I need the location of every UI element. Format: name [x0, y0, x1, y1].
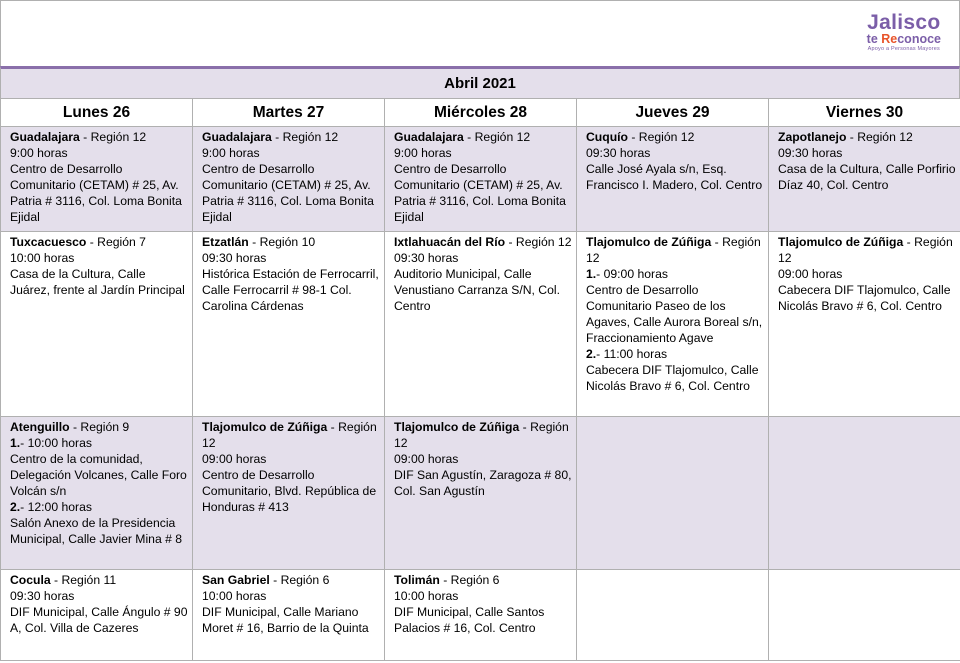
event-address: Cabecera DIF Tlajomulco, Calle Nicolás Bravo # 6, Col. Centro — [778, 283, 951, 313]
schedule-cell — [1, 232, 193, 417]
location-heading — [202, 129, 380, 145]
schedule-cell — [769, 232, 960, 417]
schedule-cell — [1, 417, 193, 570]
municipality-name: Tlajomulco de Zúñiga — [202, 420, 328, 434]
month-title: Abril 2021 — [0, 66, 960, 99]
event-address: Centro de Desarrollo Comunitario (CETAM) # 25, Av. Patria # 3116, Col. Loma Bonita Ejidal — [394, 162, 566, 224]
municipality-name: Guadalajara — [202, 130, 272, 144]
event-time: 09:00 horas — [202, 452, 267, 466]
schedule-cell — [1, 127, 193, 232]
municipality-name: San Gabriel — [202, 573, 270, 587]
region-label: - Región 10 — [248, 235, 316, 249]
schedule-cell — [193, 417, 385, 570]
event-time-value: - 09:00 horas — [596, 267, 668, 281]
event-address: DIF Municipal, Calle Santos Palacios # 16, Col. Centro — [394, 605, 545, 635]
event-time — [586, 346, 764, 362]
event-time-value: - 10:00 horas — [20, 436, 92, 450]
location-heading — [778, 129, 956, 145]
event-time: 09:00 horas — [394, 452, 459, 466]
location-heading — [10, 419, 188, 435]
region-label: - Región 12 — [586, 235, 761, 265]
jalisco-logo — [867, 13, 941, 53]
event-number: 2. — [10, 500, 21, 514]
schedule-cell — [769, 127, 960, 232]
location-heading — [394, 419, 572, 451]
location-heading — [394, 234, 572, 250]
municipality-name: Tlajomulco de Zúñiga — [778, 235, 904, 249]
region-label: - Región 6 — [439, 573, 500, 587]
region-label: - Región 9 — [69, 420, 130, 434]
event-address: Centro de Desarrollo Comunitario (CETAM) # 25, Av. Patria # 3116, Col. Loma Bonita Ejidal — [10, 162, 182, 224]
logo-subtitle: te Reconoce — [866, 32, 941, 46]
event-address: DIF Municipal, Calle Ángulo # 90 A, Col. Villa de Cazeres — [10, 605, 188, 635]
municipality-name: Cuquío — [586, 130, 628, 144]
event-time: 09:30 horas — [10, 589, 75, 603]
schedule-cell — [385, 417, 577, 570]
schedule-cell — [577, 570, 769, 661]
location-heading — [586, 234, 764, 266]
event-time-value: - 11:00 horas — [596, 347, 668, 361]
region-label: - Región 12 — [505, 235, 572, 249]
schedule-cell — [385, 232, 577, 417]
location-heading — [10, 572, 188, 588]
event-number: 1. — [10, 436, 21, 450]
region-label: - Región 12 — [778, 235, 953, 265]
event-time — [10, 435, 188, 451]
schedule-row — [1, 127, 960, 232]
event-time: 09:30 horas — [394, 251, 459, 265]
location-heading — [394, 572, 572, 588]
region-label: - Región 12 — [627, 130, 695, 144]
schedule-row — [1, 417, 960, 570]
event-time-value: - 12:00 horas — [20, 500, 92, 514]
schedule-cell — [193, 232, 385, 417]
region-label: - Región 12 — [271, 130, 339, 144]
event-time: 09:00 horas — [778, 267, 843, 281]
schedule-cell — [577, 232, 769, 417]
location-heading — [778, 234, 956, 266]
location-heading — [586, 129, 764, 145]
event-time — [586, 266, 764, 282]
event-address: Casa de la Cultura, Calle Porfirio Díaz 40, Col. Centro — [778, 162, 956, 192]
municipality-name: Zapotlanejo — [778, 130, 847, 144]
event-address: Centro de Desarrollo Comunitario (CETAM) # 25, Av. Patria # 3116, Col. Loma Bonita Ejidal — [202, 162, 374, 224]
region-label: - Región 12 — [79, 130, 147, 144]
schedule-cell — [577, 417, 769, 570]
event-time: 09:30 horas — [586, 146, 651, 160]
location-heading — [202, 419, 380, 451]
event-time: 9:00 horas — [394, 146, 452, 160]
event-address: DIF San Agustín, Zaragoza # 80, Col. San Agustín — [394, 468, 572, 498]
municipality-name: Ixtlahuacán del Río — [394, 235, 506, 249]
event-time: 10:00 horas — [202, 589, 267, 603]
event-number: 2. — [586, 347, 597, 361]
schedule-cell — [769, 570, 960, 661]
event-time: 10:00 horas — [10, 251, 75, 265]
event-time — [10, 499, 188, 515]
schedule-cell — [385, 127, 577, 232]
event-address: Histórica Estación de Ferrocarril, Calle Ferrocarril # 98-1 Col. Carolina Cárdenas — [202, 267, 379, 313]
schedule-cell — [577, 127, 769, 232]
municipality-name: Guadalajara — [394, 130, 464, 144]
municipality-name: Tlajomulco de Zúñiga — [394, 420, 520, 434]
day-header-row — [1, 99, 960, 127]
logo-tagline: Apoyo a Personas Mayores — [867, 46, 941, 52]
event-address: Salón Anexo de la Presidencia Municipal, Calle Javier Mina # 8 — [10, 516, 183, 546]
day-header-tuesday: Martes 27 — [193, 99, 385, 127]
event-time: 09:30 horas — [778, 146, 843, 160]
event-address: Centro de Desarrollo Comunitario, Blvd. República de Honduras # 413 — [202, 468, 377, 514]
event-time: 10:00 horas — [394, 589, 459, 603]
region-label: - Región 12 — [202, 420, 377, 450]
event-time: 9:00 horas — [202, 146, 260, 160]
region-label: - Región 7 — [86, 235, 146, 249]
municipality-name: Guadalajara — [10, 130, 80, 144]
event-address: Casa de la Cultura, Calle Juárez, frente al Jardín Principal — [10, 267, 185, 297]
region-label: - Región 11 — [50, 573, 117, 587]
region-label: - Región 12 — [463, 130, 531, 144]
event-address: Centro de Desarrollo Comunitario Paseo de los Agaves, Calle Aurora Boreal s/n, Fraccionamiento Agave — [586, 283, 763, 345]
event-address: Auditorio Municipal, Calle Venustiano Carranza S/N, Col. Centro — [394, 267, 560, 313]
header-bar — [0, 0, 960, 67]
location-heading — [10, 234, 188, 250]
schedule-cell — [193, 570, 385, 661]
schedule-cell — [1, 570, 193, 661]
schedule-table — [0, 98, 960, 661]
logo-title: Jalisco — [867, 11, 941, 34]
event-address: Calle José Ayala s/n, Esq. Francisco I. Madero, Col. Centro — [586, 162, 763, 192]
location-heading — [10, 129, 188, 145]
region-label: - Región 6 — [269, 573, 330, 587]
schedule-row — [1, 232, 960, 417]
municipality-name: Etzatlán — [202, 235, 249, 249]
event-time: 09:30 horas — [202, 251, 267, 265]
location-heading — [202, 572, 380, 588]
location-heading — [202, 234, 380, 250]
schedule-cell — [385, 570, 577, 661]
day-header-thursday: Jueves 29 — [577, 99, 769, 127]
municipality-name: Cocula — [10, 573, 51, 587]
event-address: DIF Municipal, Calle Mariano Moret # 16, Barrio de la Quinta — [202, 605, 369, 635]
schedule-cell — [769, 417, 960, 570]
event-number: 1. — [586, 267, 597, 281]
municipality-name: Tlajomulco de Zúñiga — [586, 235, 712, 249]
region-label: - Región 12 — [846, 130, 913, 144]
day-header-monday: Lunes 26 — [1, 99, 193, 127]
event-time: 9:00 horas — [10, 146, 68, 160]
municipality-name: Atenguillo — [10, 420, 70, 434]
event-address: Centro de la comunidad, Delegación Volcanes, Calle Foro Volcán s/n — [10, 452, 187, 498]
municipality-name: Tolimán — [394, 573, 440, 587]
day-header-friday: Viernes 30 — [769, 99, 960, 127]
region-label: - Región 12 — [394, 420, 569, 450]
municipality-name: Tuxcacuesco — [10, 235, 87, 249]
day-header-wednesday: Miércoles 28 — [385, 99, 577, 127]
schedule-cell — [193, 127, 385, 232]
event-address: Cabecera DIF Tlajomulco, Calle Nicolás Bravo # 6, Col. Centro — [586, 363, 759, 393]
schedule-row — [1, 570, 960, 661]
location-heading — [394, 129, 572, 145]
